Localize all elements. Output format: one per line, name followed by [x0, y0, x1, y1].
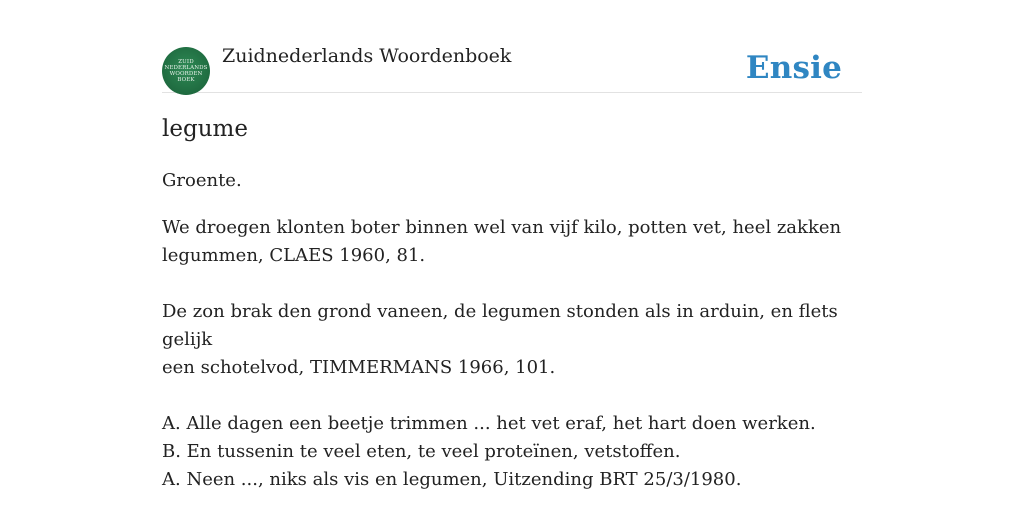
quote	[162, 214, 862, 270]
quote	[162, 298, 862, 382]
brand-logo-link[interactable]: Ensie	[745, 50, 842, 86]
logo-text-line: ZUID	[178, 59, 194, 65]
quote-line: een schotelvod, TIMMERMANS 1966, 101.	[162, 357, 556, 378]
quote-line: De zon brak den grond vaneen, de legumen stonden als in arduin, en flets gelijk	[162, 301, 838, 350]
quote-line: We droegen klonten boter binnen wel van vijf kilo, potten vet, heel zakken	[162, 217, 842, 238]
quote-line: A. Alle dagen een beetje trimmen ... het vet eraf, het hart doen werken.	[162, 413, 816, 434]
source-title-link[interactable]: Zuidnederlands Woordenboek	[222, 45, 512, 67]
quote-line: legummen, CLAES 1960, 81.	[162, 245, 426, 266]
header	[162, 0, 862, 93]
entry-headword: legume	[162, 116, 248, 142]
page	[162, 0, 862, 490]
quote-line: B. En tussenin te veel eten, te veel proteïnen, vetstoffen.	[162, 441, 681, 462]
logo-text-line: NEDERLANDS	[164, 65, 208, 71]
quote	[162, 410, 862, 494]
entry-quotes	[162, 214, 862, 522]
logo-text-line: BOEK	[177, 77, 195, 83]
entry-definition: Groente.	[162, 170, 242, 191]
quote-line: A. Neen ..., niks als vis en legumen, Uitzending BRT 25/3/1980.	[162, 469, 742, 490]
source-logo[interactable]	[162, 47, 210, 95]
logo-text-line: WOORDEN	[169, 71, 203, 77]
